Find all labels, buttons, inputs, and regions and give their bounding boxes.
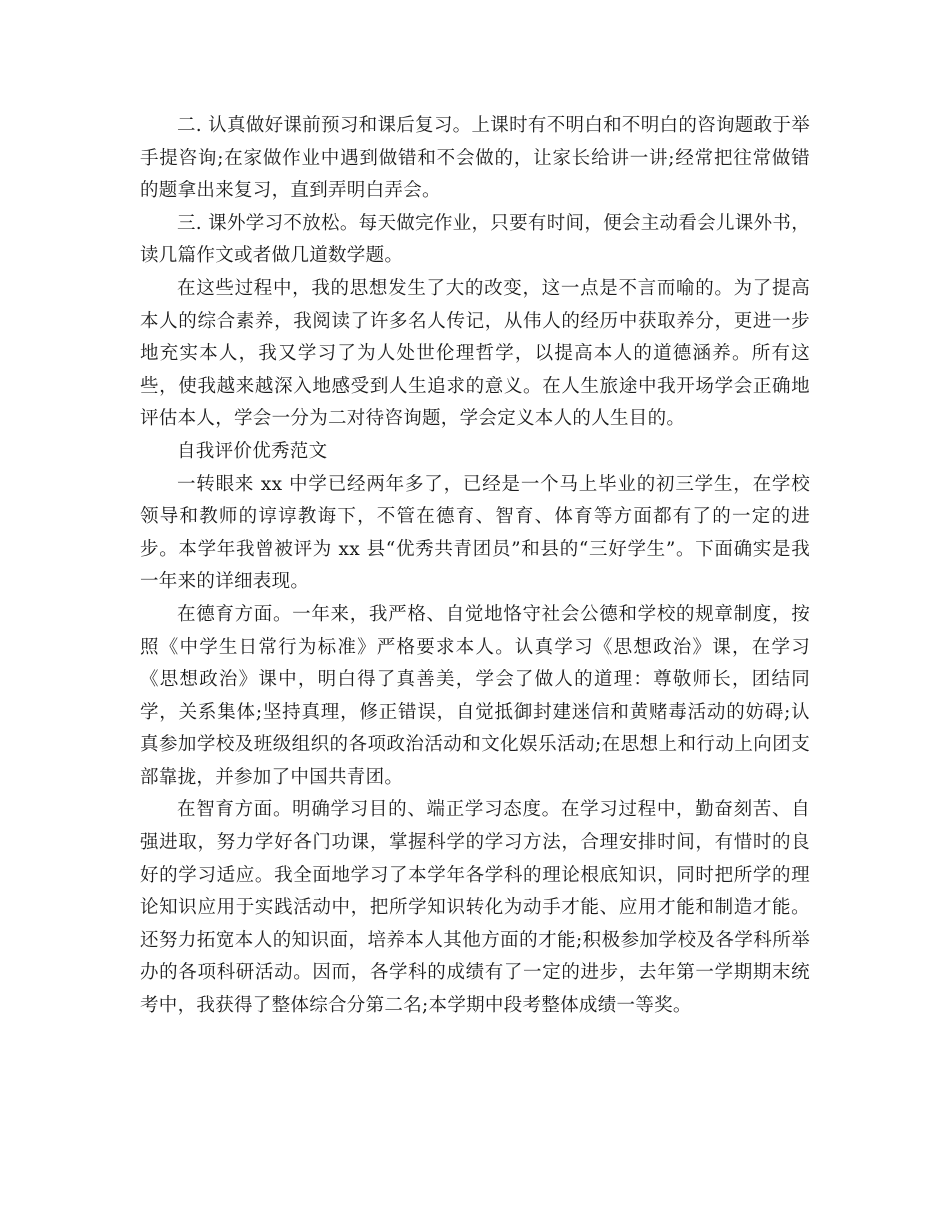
paragraph-intellectual-education: 在智育方面。明确学习目的、端正学习态度。在学习过程中，勤奋刻苦、自强进取，努力学好各门功课，掌握科学的学习方法，合理安排时间，有惜时的良好的学习适应。我全面地学习了本学年各学科的理论根底知识，同时把所学的理论知识应用于实践活动中，把所学知识转化为动手才能、应用才能和制造才能。还努力拓宽本人的知识面，培养本人其他方面的才能;积极参加学校及各学科所举办的各项科研活动。因而，各学科的成绩有了一定的进步，去年第一学期期末统考中，我获得了整体综合分第二名;本学期中段考整体成绩一等奖。 bbox=[140, 799, 810, 1017]
paragraph-moral-education: 在德育方面。一年来，我严格、自觉地恪守社会公德和学校的规章制度，按照《中学生日常行为标准》严格要求本人。认真学习《思想政治》课，在学习《思想政治》课中，明白得了真善美，学会了做人的道理：尊敬师长，团结同学，关系集体;坚持真理，修正错误，自觉抵御封建迷信和黄赌毒活动的妨碍;认真参加学校及班级组织的各项政治活动和文化娱乐活动;在思想上和行动上向团支部靠拢，并参加了中国共青团。 bbox=[140, 603, 810, 788]
paragraph-intro: 一转眼来 xx 中学已经两年多了，已经是一个马上毕业的初三学生，在学校领导和教师的谆谆教诲下，不管在德育、智育、体育等方面都有了的一定的进步。本学年我曾被评为 xx 县“优秀共青团员”和县的“三好学生”。下面确实是我一年来的详细表现。 bbox=[140, 473, 810, 593]
section-title: 自我评价优秀范文 bbox=[177, 440, 328, 462]
paragraph-review-habits: 二. 认真做好课前预习和课后复习。上课时有不明白和不明白的咨询题敢于举手提咨询;在家做作业中遇到做错和不会做的，让家长给讲一讲;经常把往常做错的题拿出来复习，直到弄明白弄会。 bbox=[140, 115, 810, 202]
document-body bbox=[140, 110, 810, 1023]
paragraph-thought-change: 在这些过程中，我的思想发生了大的改变，这一点是不言而喻的。为了提高本人的综合素养，我阅读了许多名人传记，从伟人的经历中获取养分，更进一步地充实本人，我又学习了为人处世伦理哲学，以提高本人的道德涵养。所有这些，使我越来越深入地感受到人生追求的意义。在人生旅途中我开场学会正确地评估本人，学会一分为二对待咨询题，学会定义本人的人生目的。 bbox=[140, 277, 810, 430]
paragraph-extracurricular: 三. 课外学习不放松。每天做完作业，只要有时间，便会主动看会儿课外书，读几篇作文或者做几道数学题。 bbox=[140, 212, 810, 267]
